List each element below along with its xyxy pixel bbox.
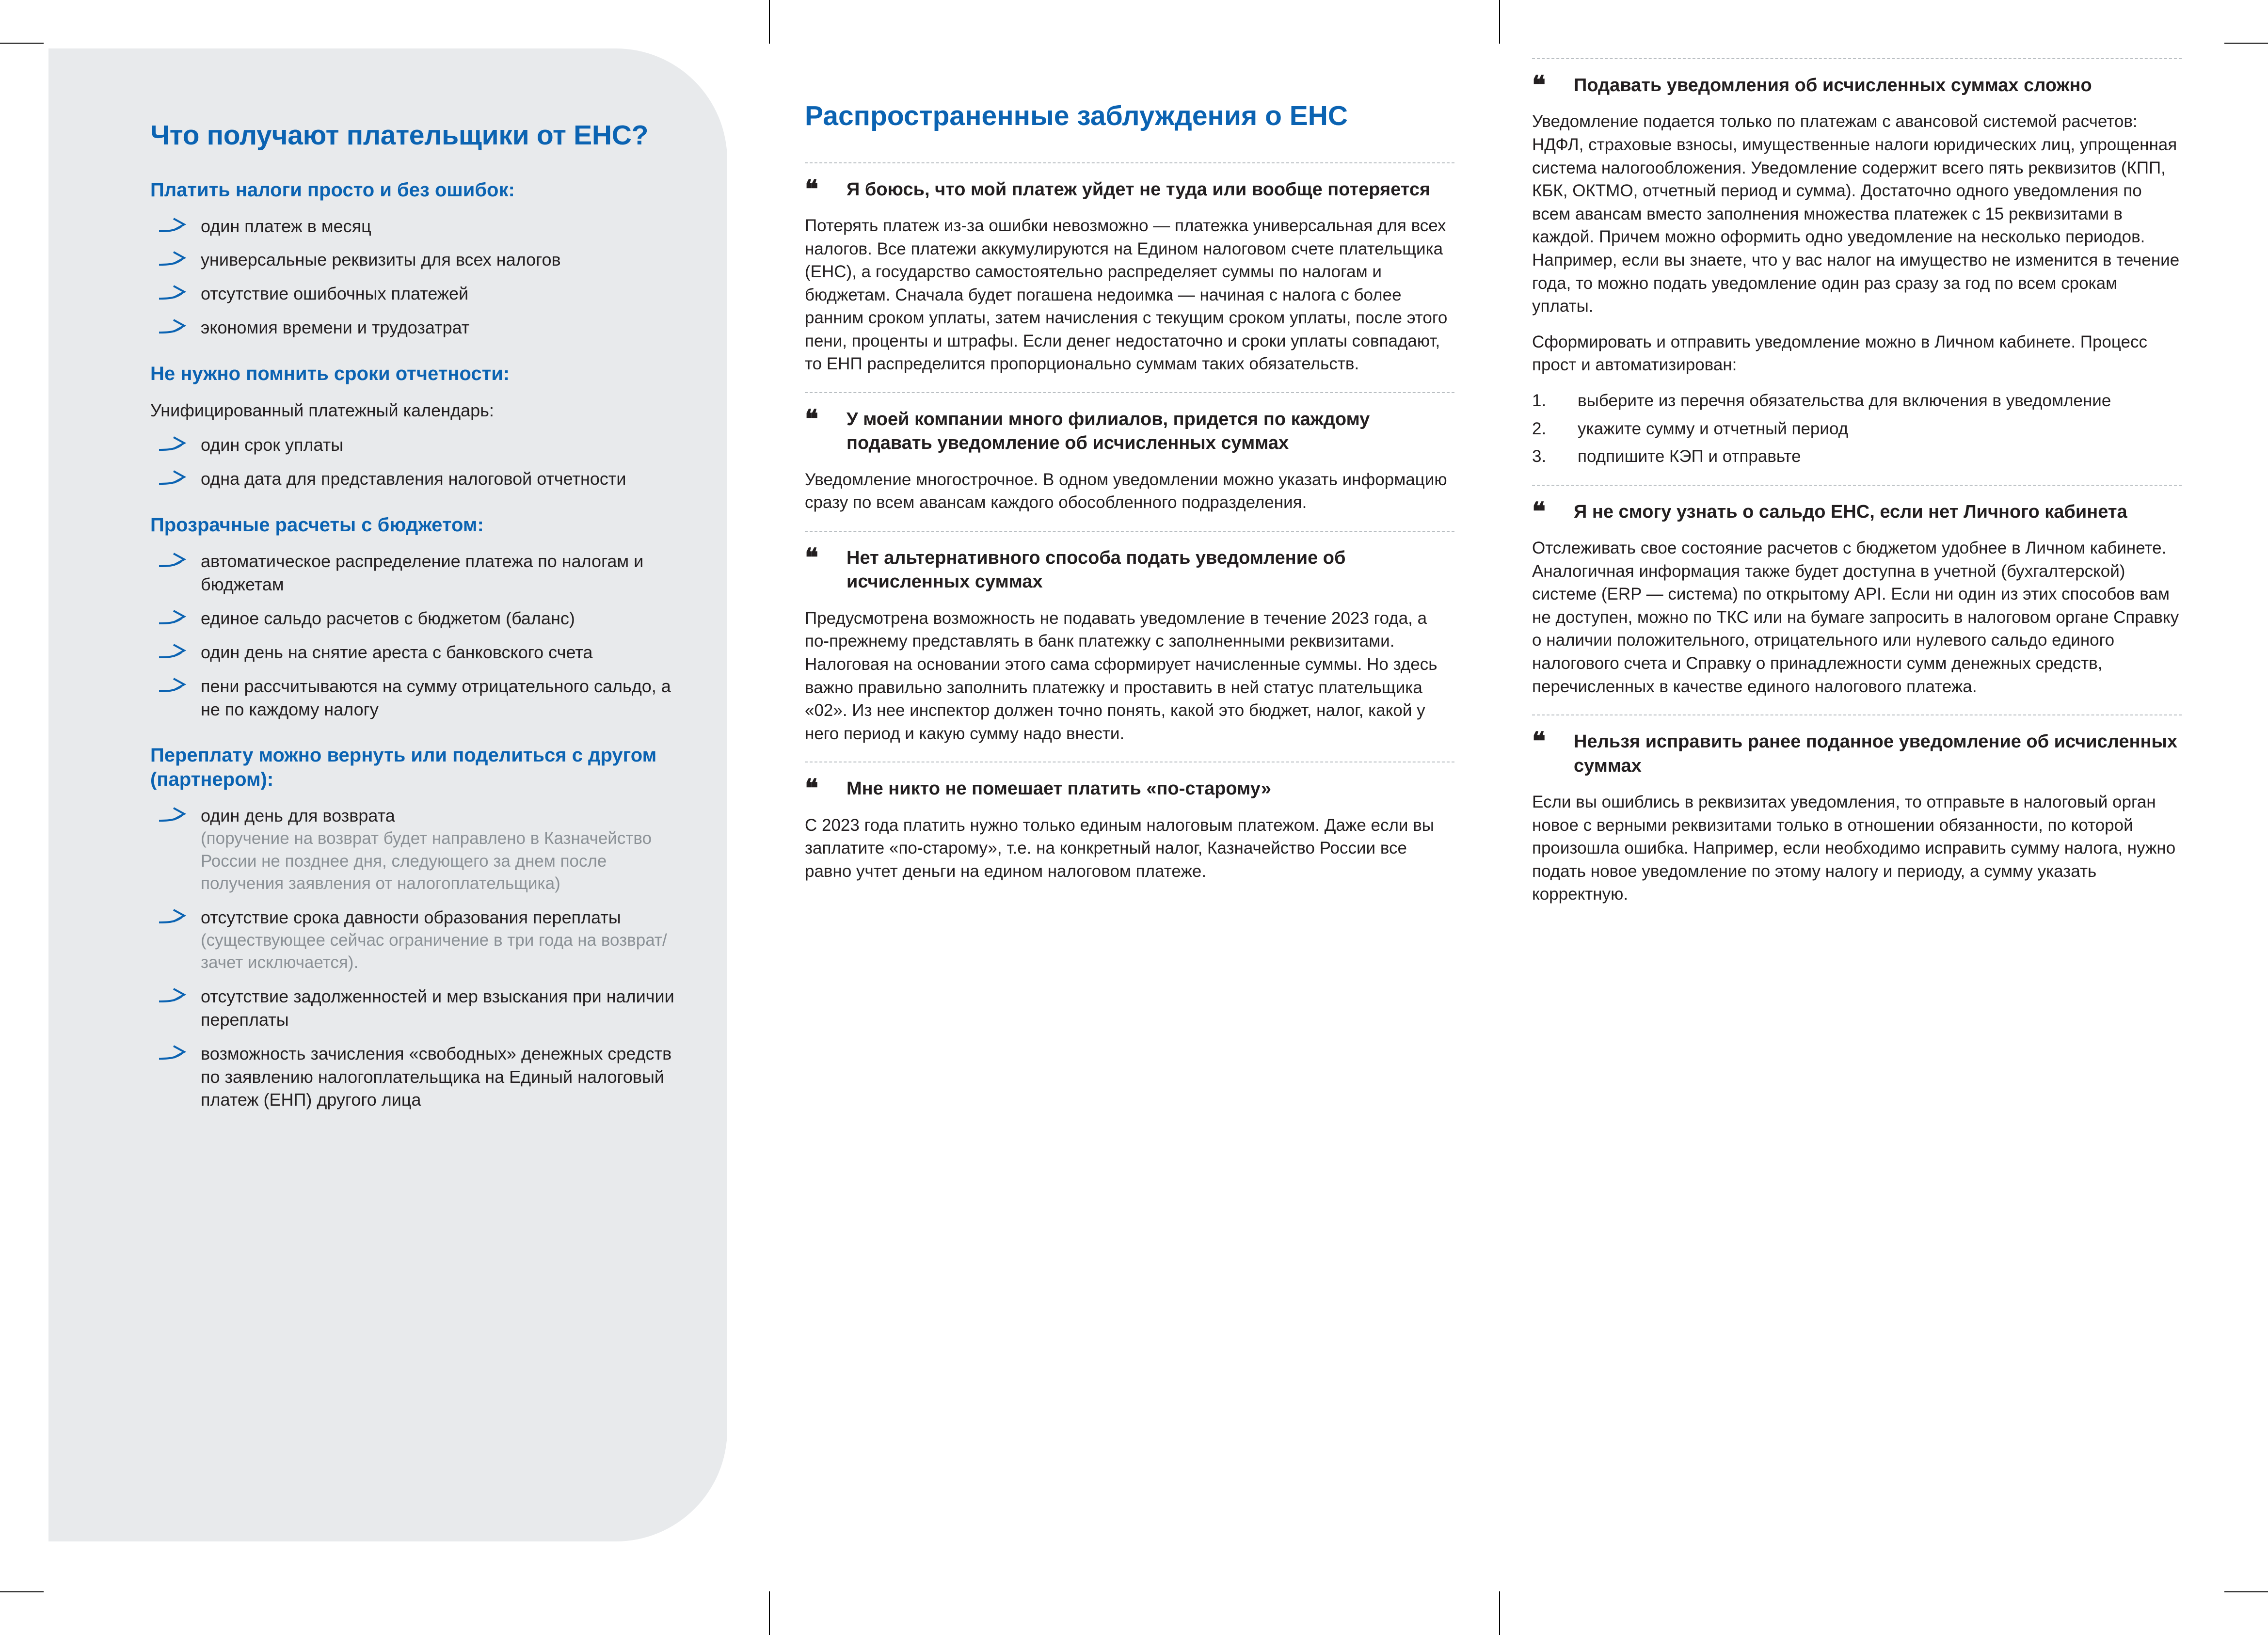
step-number: 2. (1532, 419, 1547, 438)
column-title: Распространенные заблуждения о ЕНС (805, 100, 1348, 131)
list-item (150, 248, 684, 271)
faq-question (805, 546, 1454, 594)
list-item-label: одна дата для представления налоговой отчетности (201, 469, 626, 489)
faq-question (805, 408, 1454, 456)
list-item-note: (поручение на возврат будет направлено в Казначейство России не позднее дня, следующего за днем после получения заявления от налогоплательщика) (201, 829, 652, 893)
faq-answer-paragraph: Сформировать и отправить уведомление можно в Личном кабинете. Процесс прост и автоматизирован: (1532, 332, 2148, 375)
list-item (150, 433, 684, 457)
list-item-label: отсутствие срока давности образования переплаты (201, 907, 621, 927)
section-heading-transparent: Прозрачные расчеты с бюджетом: (150, 514, 484, 536)
benefit-list-deadlines (150, 433, 684, 491)
list-item (150, 906, 684, 974)
divider (1532, 714, 2182, 715)
quote-icon: ❝ (805, 175, 817, 204)
quote-icon: ❝ (805, 406, 817, 434)
step-label: подпишите КЭП и отправьте (1578, 447, 1801, 466)
page-title: Что получают плательщики от ЕНС? (150, 120, 649, 151)
list-item-label: один срок уплаты (201, 435, 344, 455)
list-item (150, 675, 684, 721)
step-number: 1. (1532, 391, 1547, 410)
list-item-label: возможность зачисления «свободных» денежных средств по заявлению налогоплательщика на Единый налоговый платеж (ЕНП) другого лица (201, 1043, 672, 1110)
arrow-right-icon (158, 806, 188, 825)
section-heading-deadlines: Не нужно помнить сроки отчетности: (150, 363, 510, 385)
faq-block-branches (805, 408, 1454, 514)
arrow-right-icon (158, 677, 188, 696)
list-item (150, 641, 684, 664)
list-item-label: экономия времени и трудозатрат (201, 317, 470, 338)
arrow-right-icon (158, 987, 188, 1006)
quote-icon: ❝ (1532, 728, 1545, 756)
arrow-right-icon (158, 908, 188, 927)
list-item (1532, 389, 2182, 413)
arrow-right-icon (158, 435, 188, 455)
arrow-right-icon (158, 284, 188, 303)
list-item (150, 467, 684, 491)
list-item-label: универсальные реквизиты для всех налогов (201, 250, 561, 270)
arrow-right-icon (158, 318, 188, 337)
faq-question-text: Подавать уведомления об исчисленных суммах сложно (1574, 75, 2092, 95)
benefit-list-simple-payments (150, 215, 684, 340)
faq-answer-paragraph: Уведомление многострочное. В одном уведомлении можно указать информацию сразу по всем авансам каждого обособленного подразделения. (805, 470, 1447, 512)
list-item-note: (существующее сейчас ограничение в три года на возврат/зачет исключается). (201, 930, 667, 972)
calendar-lead-text: Унифицированный платежный календарь: (150, 400, 494, 421)
list-item (1532, 445, 2182, 468)
quote-icon: ❝ (1532, 72, 1545, 99)
faq-question-text: У моей компании много филиалов, придется по каждому подавать уведомление об исчисленных суммах (847, 409, 1370, 454)
faq-question-text: Нет альтернативного способа подать уведомление об исчисленных суммах (847, 548, 1346, 592)
list-item-label: один день на снятие ареста с банковского счета (201, 642, 593, 662)
faq-answer-paragraph: Потерять платеж из-за ошибки невозможно — платежка универсальная для всех налогов. Все платежи аккумулируются на Едином налоговом счете плательщика (ЕНС), а государство самостоятельно распределяет суммы по налогам и бюджетам. Сначала будет погашена недоимка — начиная с налога с более ранним сроком уплаты, затем начисления с текущим сроком уплаты, после этого пени, проценты и штрафы. Если денег недостаточно и сроки уплаты совпадают, то ЕНП распределится пропорционально суммам таких обязательств. (805, 216, 1448, 374)
crop-mark (769, 1591, 770, 1635)
quote-icon: ❝ (805, 544, 817, 572)
section-heading-overpayment: Переплату можно вернуть или поделиться с другом (партнером): (150, 745, 657, 791)
arrow-right-icon (158, 469, 188, 489)
faq-question (1532, 730, 2182, 778)
benefits-panel (48, 48, 727, 1541)
faq-question (805, 777, 1454, 801)
arrow-right-icon (158, 552, 188, 571)
list-item (150, 215, 684, 238)
list-item (150, 550, 684, 596)
faq-question (1532, 74, 2182, 97)
crop-mark (1499, 1591, 1500, 1635)
list-item-label: отсутствие задолженностей и мер взыскания при наличии переплаты (201, 986, 674, 1030)
divider (805, 392, 1454, 393)
faq-answer-paragraph: Если вы ошиблись в реквизитах уведомления, то отправьте в налоговый орган новое с верными реквизитами только в отношении обязанности, по которой произошла ошибка. Например, если необходимо исправить сумму налога, нужно подать новое уведомление по этому налогу и периоду, а сумму указать корректную. (1532, 793, 2176, 904)
crop-mark (769, 0, 770, 44)
benefit-list-transparent (150, 550, 684, 721)
list-item (150, 985, 684, 1032)
divider (1532, 58, 2182, 59)
faq-question-text: Я не смогу узнать о сальдо ЕНС, если нет Личного кабинета (1574, 501, 2127, 522)
divider (805, 162, 1454, 163)
list-item (150, 282, 684, 305)
faq-question (1532, 500, 2182, 524)
faq-answer-paragraph: Предусмотрена возможность не подавать уведомление в течение 2023 года, а по-прежнему представлять в банк платежку с заполненными реквизитами. Налоговая на основании этого сама сформирует начисленные суммы. Но здесь важно правильно заполнить платежку и проставить в ней статус плательщика «02». Из нее инспектор должен точно понять, какой это бюджет, налог, какой у него период и какую сумму надо внести. (805, 608, 1437, 743)
faq-block-payment-lost (805, 175, 1454, 376)
crop-mark (0, 43, 44, 44)
faq-block-old-way (805, 777, 1454, 883)
faq-block-no-alternative (805, 546, 1454, 745)
divider (805, 531, 1454, 532)
list-item (1532, 417, 2182, 441)
arrow-right-icon (158, 250, 188, 270)
faq-block-cannot-correct (1532, 730, 2182, 906)
list-item (150, 804, 684, 895)
quote-icon: ❝ (1532, 498, 1545, 526)
step-number: 3. (1532, 447, 1547, 466)
crop-mark (1499, 0, 1500, 44)
misconceptions-column (805, 99, 1454, 885)
list-item-label: один платеж в месяц (201, 216, 371, 236)
arrow-right-icon (158, 609, 188, 628)
step-label: выберите из перечня обязательства для включения в уведомление (1578, 391, 2111, 410)
list-item-label: автоматическое распределение платежа по налогам и бюджетам (201, 551, 644, 595)
faq-answer-paragraph: С 2023 года платить нужно только единым налоговым платежом. Даже если вы заплатите «по-старому», т.е. на конкретный налог, Казначейство России все равно учтет деньги на едином налоговом платеже. (805, 815, 1434, 881)
section-heading-simple-payments: Платить налоги просто и без ошибок: (150, 179, 515, 201)
faq-block-notifications-hard (1532, 74, 2182, 468)
list-item (150, 316, 684, 339)
crop-mark (2224, 1591, 2268, 1592)
misconceptions-column-continued (1532, 58, 2182, 908)
list-item-label: единое сальдо расчетов с бюджетом (баланс) (201, 608, 575, 628)
arrow-right-icon (158, 1044, 188, 1064)
steps-list (1532, 389, 2182, 468)
list-item-label: один день для возврата (201, 806, 395, 826)
list-item-label: пени рассчитываются на сумму отрицательного сальдо, а не по каждому налогу (201, 676, 671, 719)
faq-answer-paragraph: Отслеживать свое состояние расчетов с бюджетом удобнее в Личном кабинете. Аналогичная информация также будет доступна в учетной (бухгалтерской) системе (ERP — система) по открытому API. Если ни один из этих способов вам не доступен, можно по ТКС или на бумаге запросить в налоговом органе Справку о наличии положительного, отрицательного или нулевого сальдо единого налогового счета и Справку о принадлежности сумм денежных средств, перечисленных в качестве единого налогового платежа. (1532, 539, 2179, 696)
crop-mark (0, 1591, 44, 1592)
faq-answer-paragraph: Уведомление подается только по платежам с авансовой системой расчетов: НДФЛ, страховые взносы, имущественные налоги юридических лиц, упрощенная система налогообложения. Уведомление содержит всего пять реквизитов (КПП, КБК, ОКТМО, отчетный период и сумма). Достаточно одного уведомления по всем авансам вместо заполнения множества платежек с 15 реквизитами в каждой. Причем можно оформить одно уведомление на несколько периодов. Например, если вы знаете, что у вас налог на имущество не изменится в течение года, то можно подать уведомление один раз сразу за год по всем срокам уплаты. (1532, 112, 2180, 316)
step-label: укажите сумму и отчетный период (1578, 419, 1849, 438)
faq-question-text: Нельзя исправить ранее поданное уведомление об исчисленных суммах (1574, 731, 2178, 776)
arrow-right-icon (158, 643, 188, 662)
benefit-list-overpayment (150, 804, 684, 1111)
quote-icon: ❝ (805, 775, 817, 803)
list-item-label: отсутствие ошибочных платежей (201, 284, 469, 304)
crop-mark (2224, 43, 2268, 44)
divider (1532, 485, 2182, 486)
faq-question (805, 175, 1454, 204)
arrow-right-icon (158, 217, 188, 236)
faq-question-text: Я боюсь, что мой платеж уйдет не туда или вообще потеряется (847, 179, 1431, 200)
faq-question-text: Мне никто не помешает платить «по-старому» (847, 778, 1271, 799)
list-item (150, 1042, 684, 1112)
faq-block-saldo-without-cabinet (1532, 500, 2182, 698)
list-item (150, 607, 684, 630)
